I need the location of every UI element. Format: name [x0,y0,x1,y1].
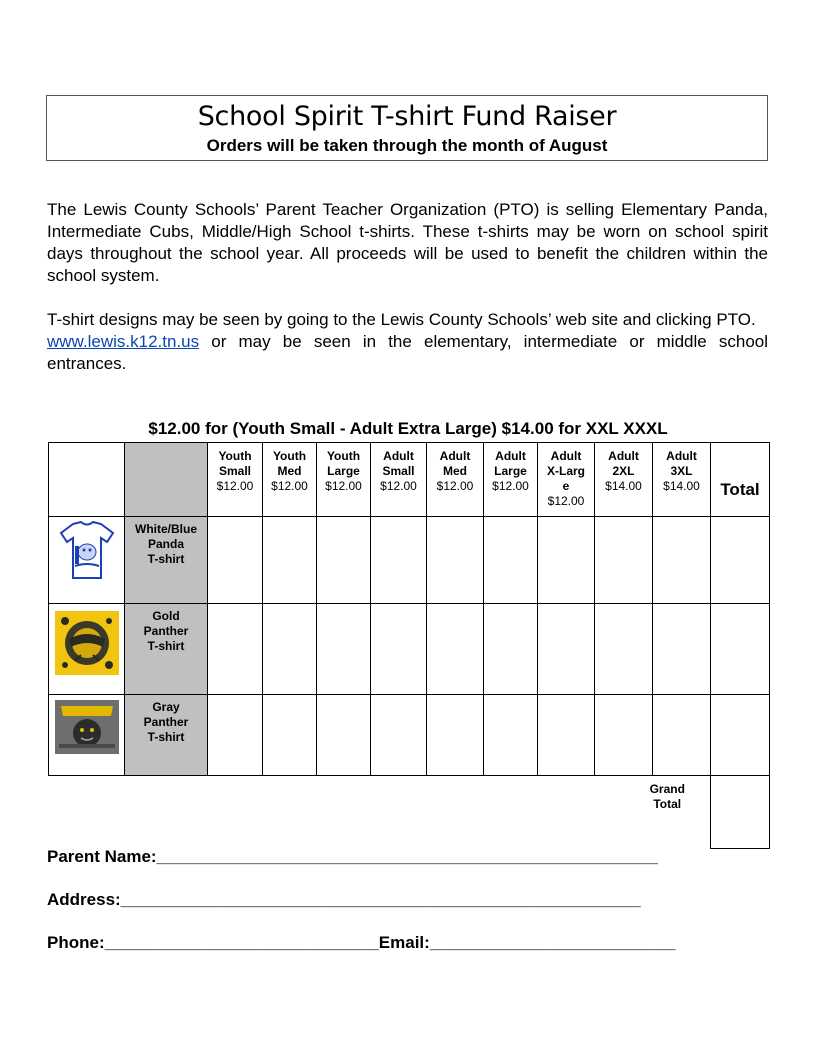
qty-cell[interactable] [595,695,653,776]
gold-panther-shirt-icon [55,611,119,675]
designs-text: T-shirt designs may be seen by going to the Lewis County Schools’ web site and clicking PTO. [47,310,756,329]
qty-cell[interactable] [653,517,711,604]
qty-cell[interactable] [427,517,484,604]
website-link[interactable]: www.lewis.k12.tn.us [47,332,200,351]
qty-cell[interactable] [427,604,484,695]
qty-cell[interactable] [371,604,427,695]
qty-cell[interactable] [208,695,263,776]
shirt-image-cell [49,695,125,776]
qty-cell[interactable] [595,517,653,604]
intro-paragraph: The Lewis County Schools’ Parent Teacher Organization (PTO) is selling Elementary Panda, Intermediate Cubs, Middle/High School t-shirts. These t-shirts may be worn on school spirit days throughout the school year. All proceeds will be used to benefit the children within the school system. [47,200,768,285]
qty-cell[interactable] [484,517,538,604]
table-row [49,517,770,604]
row-total-cell[interactable] [711,517,770,604]
qty-cell[interactable] [371,695,427,776]
shirt-image-cell [49,517,125,604]
email-field[interactable]: Email:__________________________ [378,933,676,952]
col-header-youth-med: Youth Med $12.00 [263,443,317,517]
row-total-cell[interactable] [711,604,770,695]
col-header-youth-small: Youth Small $12.00 [208,443,263,517]
qty-cell[interactable] [595,604,653,695]
title-box [46,95,768,161]
grand-total-spacer [49,776,595,849]
header-label-cell [125,443,208,517]
qty-cell[interactable] [317,604,371,695]
header-blank-cell [49,443,125,517]
row-total-cell[interactable] [711,695,770,776]
qty-cell[interactable] [317,517,371,604]
col-header-adult-xl: Adult X-Larg e $12.00 [538,443,595,517]
col-header-adult-3xl: Adult 3XL $14.00 [653,443,711,517]
col-header-total: Total [711,443,770,517]
grand-total-row [49,776,770,849]
col-header-adult-large: Adult Large $12.00 [484,443,538,517]
col-header-youth-large: Youth Large $12.00 [317,443,371,517]
qty-cell[interactable] [653,604,711,695]
shirt-image-cell [49,604,125,695]
page-subtitle: Orders will be taken through the month of August [206,136,608,155]
col-header-adult-2xl: Adult 2XL $14.00 [595,443,653,517]
grand-total-label: Grand Total [595,776,711,849]
qty-cell[interactable] [263,517,317,604]
row-label-gray-panther: Gray Panther T-shirt [125,695,208,776]
qty-cell[interactable] [263,695,317,776]
qty-cell[interactable] [208,517,263,604]
designs-text-cont: or may be seen in the elementary, intermediate or middle school entrances. [47,332,768,373]
table-row [49,604,770,695]
row-label-gold-panther: Gold Panther T-shirt [125,604,208,695]
qty-cell[interactable] [538,695,595,776]
col-header-adult-small: Adult Small $12.00 [371,443,427,517]
qty-cell[interactable] [371,517,427,604]
designs-paragraph [47,309,768,375]
header-row [49,443,770,517]
grand-total-cell[interactable] [711,776,770,849]
white-panda-shirt-icon [59,520,115,582]
qty-cell[interactable] [263,604,317,695]
parent-name-field[interactable]: Parent Name:_____________________________________________________ [47,847,658,866]
qty-cell[interactable] [317,695,371,776]
qty-cell[interactable] [484,695,538,776]
pricing-line: $12.00 for (Youth Small - Adult Extra Large) $14.00 for XXL XXXL [148,419,668,438]
page-title: School Spirit T-shirt Fund Raiser [197,101,617,132]
qty-cell[interactable] [538,517,595,604]
phone-email-line [47,933,676,953]
col-header-adult-med: Adult Med $12.00 [427,443,484,517]
qty-cell[interactable] [427,695,484,776]
address-field[interactable]: Address:_______________________________________________________ [47,890,641,909]
qty-cell[interactable] [653,695,711,776]
order-table [48,442,770,849]
qty-cell[interactable] [538,604,595,695]
qty-cell[interactable] [208,604,263,695]
qty-cell[interactable] [484,604,538,695]
gray-panther-shirt-icon [55,700,119,754]
phone-field[interactable]: Phone:_____________________________ [47,933,379,952]
row-label-white-panda: White/Blue Panda T-shirt [125,517,208,604]
table-row [49,695,770,776]
